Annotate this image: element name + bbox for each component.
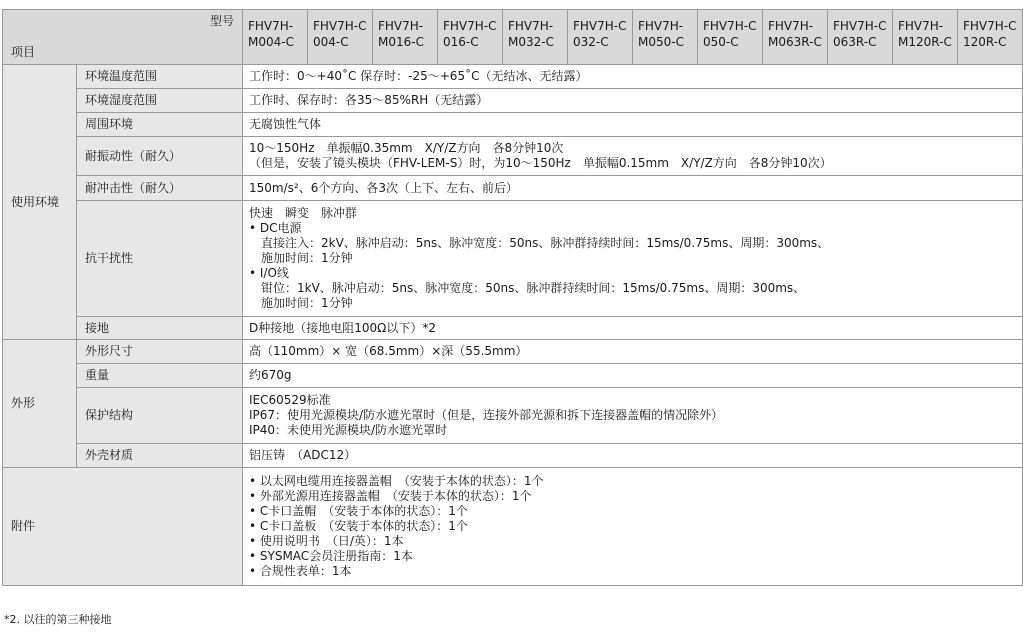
row-label: 环境温度范围 — [77, 65, 243, 89]
header-row — [3, 10, 1023, 65]
table-row — [3, 468, 1023, 586]
row-label: 重量 — [77, 364, 243, 388]
row-value — [243, 65, 1023, 89]
model-header: FHV7H-M016-C — [373, 10, 438, 65]
row-label: 外壳材质 — [77, 444, 243, 468]
value-line: 无腐蚀性气体 — [249, 117, 322, 131]
spec-table — [2, 9, 1023, 586]
value-line: （但是，安装了镜头模块（FHV-LEM-S）时，为10～150Hz 单振幅0.15mm X/Y/Z方向 各8分钟10次） — [249, 156, 832, 170]
row-value — [243, 340, 1023, 364]
value-line: 快速 瞬变 脉冲群 — [249, 206, 358, 220]
value-line: 150m/s²、6个方向、各3次（上下、左右、前后） — [249, 180, 518, 195]
row-label: 保护结构 — [77, 388, 243, 444]
model-header: FHV7H-M050-C — [633, 10, 698, 65]
model-header: FHV7H-M004-C — [243, 10, 308, 65]
value-line: IEC60529标准 — [249, 393, 331, 407]
table-row — [3, 444, 1023, 468]
row-value — [243, 137, 1023, 176]
value-line: • DC电源 — [249, 221, 302, 235]
value-line: 工作时：0～+40˚C 保存时：-25～+65˚C（无结冰、无结露） — [249, 69, 588, 83]
value-line: 施加时间：1分钟 — [261, 296, 353, 310]
model-header: FHV7H-C050-C — [698, 10, 763, 65]
row-value — [243, 89, 1023, 113]
row-value — [243, 317, 1023, 340]
row-label: 耐冲击性（耐久） — [77, 176, 243, 201]
table-row — [3, 113, 1023, 137]
value-line: 约670g — [249, 368, 292, 382]
value-line: 直接注入：2kV、脉冲启动：5ns、脉冲宽度：50ns、脉冲群持续时间：15ms/0.75ms、周期：300ms、 — [261, 236, 830, 250]
model-header: FHV7H-C120R-C — [958, 10, 1023, 65]
table-row — [3, 388, 1023, 444]
table-row — [3, 176, 1023, 201]
category-accessories: 附件 — [3, 468, 243, 586]
value-line: D种接地（接地电阻100Ω以下）*2 — [249, 320, 436, 335]
value-line: IP67：使用光源模块/防水遮光罩时（但是，连接外部光源和拆下连接器盖帽的情况除外） — [249, 408, 724, 422]
model-header: FHV7H-C016-C — [438, 10, 503, 65]
value-line: • 外部光源用连接器盖帽 （安装于本体的状态）：1个 — [249, 489, 532, 503]
value-line: • I/O线 — [249, 266, 289, 280]
row-label: 接地 — [77, 317, 243, 340]
category-usage-env: 使用环境 — [3, 65, 77, 340]
item-label: 项目 — [11, 45, 36, 59]
value-line: • C卡口盖帽 （安装于本体的状态）：1个 — [249, 504, 468, 518]
table-row — [3, 89, 1023, 113]
model-header: FHV7H-M120R-C — [893, 10, 958, 65]
footnote: *2. 以往的第三种接地 — [4, 613, 112, 626]
table-row — [3, 201, 1023, 317]
value-line: • 使用说明书 （日/英）：1本 — [249, 534, 404, 548]
row-value — [243, 468, 1023, 586]
row-label: 外形尺寸 — [77, 340, 243, 364]
row-value — [243, 201, 1023, 317]
row-value — [243, 388, 1023, 444]
value-line: 工作时、保存时：各35～85%RH（无结露） — [249, 93, 489, 107]
header-corner-cell — [3, 10, 243, 65]
model-label: 型号 — [209, 14, 234, 28]
table-row — [3, 137, 1023, 176]
category-appearance: 外形 — [3, 340, 77, 468]
value-line: 施加时间：1分钟 — [261, 251, 353, 265]
value-line: • C卡口盖板 （安装于本体的状态）：1个 — [249, 519, 468, 533]
value-line: • SYSMAC会员注册指南：1本 — [249, 549, 413, 563]
row-label: 耐振动性（耐久） — [77, 137, 243, 176]
model-header: FHV7H-C032-C — [568, 10, 633, 65]
model-header: FHV7H-M063R-C — [763, 10, 828, 65]
value-line: • 合规性表单：1本 — [249, 564, 352, 578]
model-header: FHV7H-C004-C — [308, 10, 373, 65]
row-value — [243, 176, 1023, 201]
table-row — [3, 65, 1023, 89]
row-label: 环境湿度范围 — [77, 89, 243, 113]
row-label: 周围环境 — [77, 113, 243, 137]
value-line: 高（110mm）× 宽（68.5mm）×深（55.5mm） — [249, 344, 528, 358]
value-line: IP40：未使用光源模块/防水遮光罩时 — [249, 423, 448, 437]
value-line: 10～150Hz 单振幅0.35mm X/Y/Z方向 各8分钟10次 — [249, 141, 564, 155]
row-value — [243, 113, 1023, 137]
table-row — [3, 317, 1023, 340]
value-line: 钳位：1kV、脉冲启动：5ns、脉冲宽度：50ns、脉冲群持续时间：15ms/0.75ms、周期：300ms、 — [261, 281, 806, 295]
row-value — [243, 364, 1023, 388]
value-line: 铝压铸 （ADC12） — [249, 448, 357, 462]
value-line: • 以太网电缆用连接器盖帽 （安装于本体的状态）：1个 — [249, 474, 544, 488]
table-row — [3, 364, 1023, 388]
model-header: FHV7H-C063R-C — [828, 10, 893, 65]
table-row — [3, 340, 1023, 364]
row-value — [243, 444, 1023, 468]
row-label: 抗干扰性 — [77, 201, 243, 317]
model-header: FHV7H-M032-C — [503, 10, 568, 65]
